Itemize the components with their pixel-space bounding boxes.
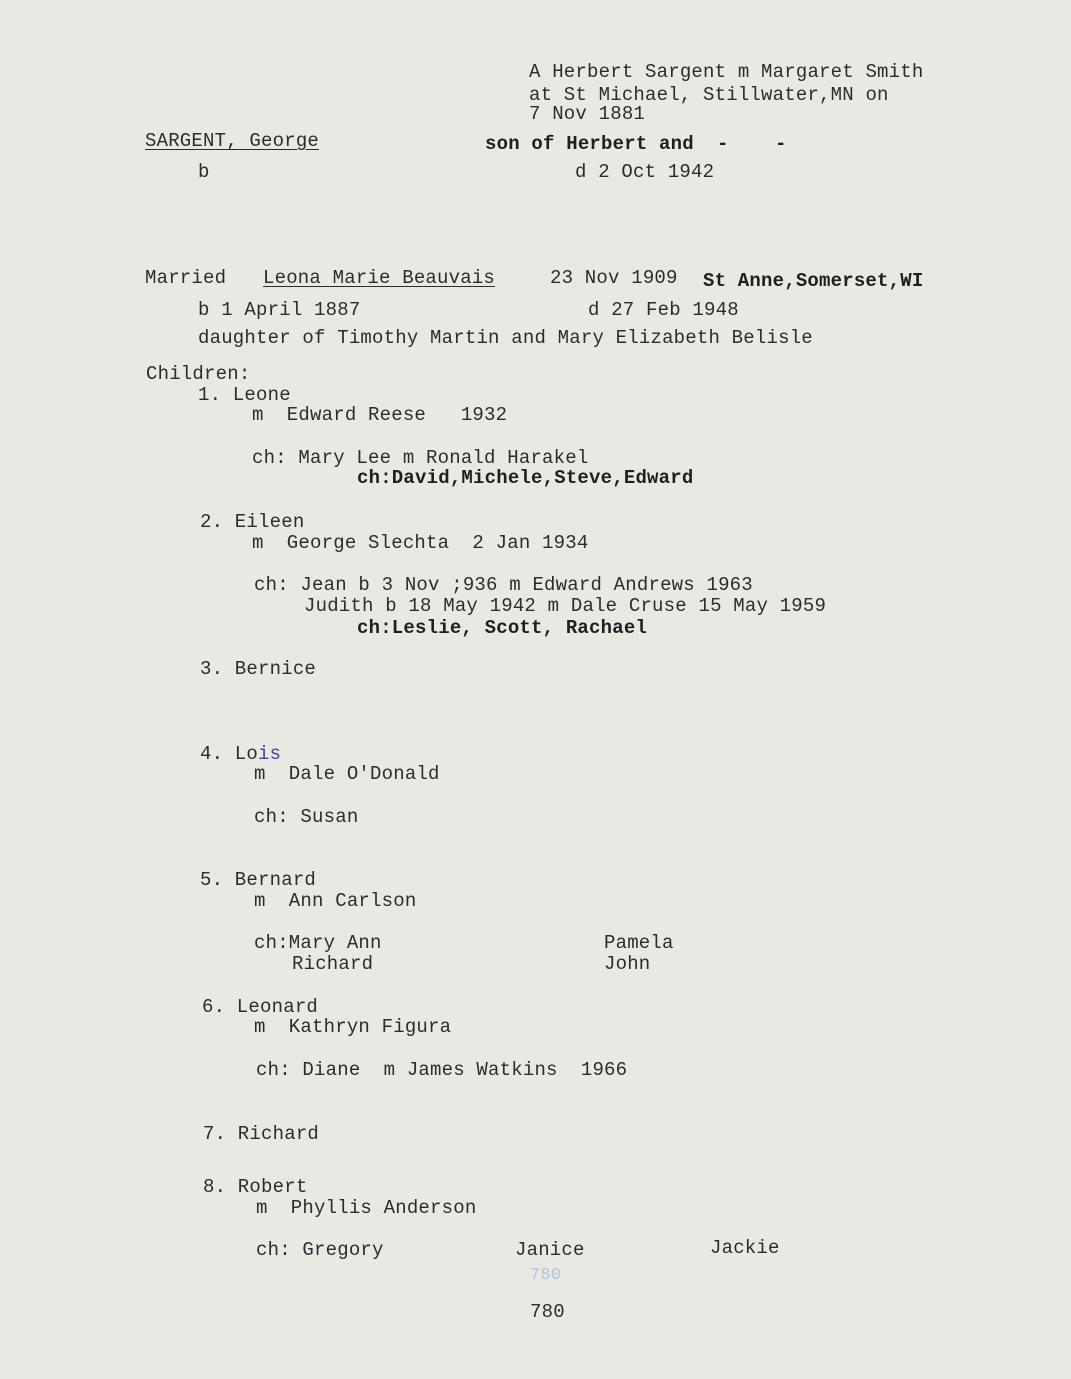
child-1-marriage: m Edward Reese 1932	[252, 404, 508, 426]
child-6-children: ch: Diane m James Watkins 1966	[256, 1059, 628, 1081]
married-label: Married	[145, 267, 227, 289]
child-4-name-part-1: 4. Lo	[200, 743, 259, 765]
child-5-marriage: m Ann Carlson	[254, 890, 417, 912]
child-5-children-1b: Pamela	[604, 932, 674, 954]
child-5-children-1a: ch:Mary Ann	[254, 932, 382, 954]
child-5-name: 5. Bernard	[200, 869, 317, 891]
child-2-children-1: ch: Jean b 3 Nov ;936 m Edward Andrews 1963	[254, 574, 753, 596]
child-8-children-b: Janice	[515, 1239, 585, 1261]
child-8-marriage: m Phyllis Anderson	[256, 1197, 477, 1219]
child-4-children: ch: Susan	[254, 806, 359, 828]
page-number: 780	[530, 1301, 565, 1323]
parents-line-2: at St Michael, Stillwater,MN on	[529, 84, 889, 106]
parents-line-3: 7 Nov 1881	[529, 103, 646, 125]
spouse-parents: daughter of Timothy Martin and Mary Elizabeth Belisle	[198, 327, 813, 349]
child-1-name: 1. Leone	[198, 384, 291, 406]
subject-death: d 2 Oct 1942	[575, 161, 715, 183]
child-2-marriage: m George Slechta 2 Jan 1934	[252, 532, 589, 554]
stamp-number: 780	[530, 1266, 562, 1285]
marriage-place: St Anne,Somerset,WI	[703, 270, 924, 292]
child-5-children-2a: Richard	[292, 953, 374, 975]
spouse-birth: b 1 April 1887	[198, 299, 361, 321]
son-of-line: son of Herbert and - -	[485, 133, 787, 155]
child-4-name	[200, 744, 281, 765]
subject-birth: b	[198, 161, 210, 183]
child-2-name: 2. Eileen	[200, 511, 305, 533]
child-4-name-part-2: is	[258, 743, 282, 765]
child-2-grandchildren: ch:Leslie, Scott, Rachael	[357, 617, 648, 639]
child-8-children-a: ch: Gregory	[256, 1239, 384, 1261]
marriage-date: 23 Nov 1909	[550, 267, 678, 289]
spouse-name: Leona Marie Beauvais	[263, 267, 496, 289]
children-heading: Children:	[146, 363, 251, 385]
spouse-death: d 27 Feb 1948	[588, 299, 739, 321]
child-5-children-2b: John	[604, 953, 651, 975]
child-4-marriage: m Dale O'Donald	[254, 763, 440, 785]
child-7-name: 7. Richard	[203, 1123, 320, 1145]
child-6-marriage: m Kathryn Figura	[254, 1016, 452, 1038]
subject-name: SARGENT, George	[145, 130, 320, 152]
child-8-name: 8. Robert	[203, 1176, 308, 1198]
child-1-children: ch: Mary Lee m Ronald Harakel	[252, 447, 589, 469]
child-1-grandchildren: ch:David,Michele,Steve,Edward	[357, 467, 694, 489]
child-3-name: 3. Bernice	[200, 658, 317, 680]
child-8-children-c: Jackie	[710, 1237, 780, 1259]
child-2-children-2: Judith b 18 May 1942 m Dale Cruse 15 May 1959	[304, 595, 827, 617]
child-6-name: 6. Leonard	[202, 996, 319, 1018]
parents-line-1: A Herbert Sargent m Margaret Smith	[529, 61, 924, 83]
